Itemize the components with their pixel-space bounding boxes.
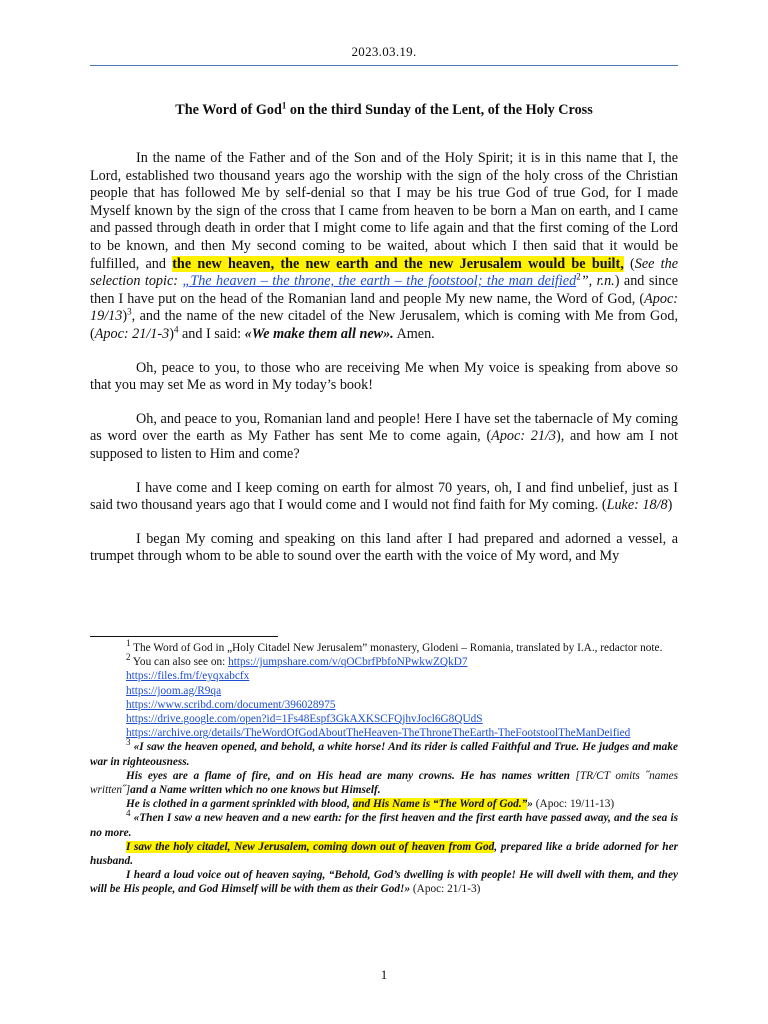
page-number: 1 [380, 967, 388, 982]
paragraph-2: Oh, peace to you, to those who are receiving Me when My voice is speaking from above so that you may set Me as word in My today’s book! [90, 359, 678, 394]
footnote-ref-1[interactable]: 1 [281, 100, 287, 111]
scripture-ref: Apoc: 19/13 [90, 290, 678, 325]
footnote-4-line-2: I saw the holy citadel, New Jerusalem, coming down out of heaven from God, prepared like a bride adorned for her husband. [90, 840, 678, 868]
paragraph-1: In the name of the Father and of the Son and of the Holy Spirit; it is in this name that I, the Lord, established two thousand years ago the worship with the sign of the holy cross of the Christian people that has followed Me by self-denial so that I may be his true God of true God, for I made Myself known by the sign of the cross that I came from heaven to be born a Man on earth, and I came and passed through death in order that I might come to life again and that the first coming of the Lord to be known, and then My second coming to be waited, about which I then said that it would be fulfilled, and the new heaven, the new earth and the new Jerusalem would be built, (See the selection topic: „The heaven – the throne, the earth – the footstool; the man deified$^2$”, r.n.) and since then I have put on the head of the Romanian land and people My new name, the Word of God, (Apoc: 19/13)$^3$, and the name of the new citadel of the New Jerusalem, which is coming with Me from God, (Apoc: 21/1-3)$^4$ and I said: «We make them all new». Amen. [90, 150, 678, 342]
footnote-4: $^4$ «Then I saw a new heaven and a new earth: for the first heaven and the first earth have passed away, and the sea is no more. [90, 808, 678, 839]
scripture-ref: Luke: 18/8 [606, 497, 668, 514]
footnote-link[interactable]: https://jumpshare.com/v/qOCbrfPbfoNPwkwZQkD7 [228, 656, 468, 669]
scripture-ref: Apoc: 21/1-3 [94, 325, 170, 342]
footnote-2-link-row [90, 726, 678, 740]
document-date: 2023.03.19. [351, 44, 417, 59]
highlighted-text: and His Name is “The Word of God.” [352, 798, 528, 811]
footnote-link[interactable]: https://drive.google.com/open?id=1Fs48Espf3GkAXKSCFQjhvJocl6G8QUdS [126, 713, 483, 726]
footnote-ref-2[interactable]: 2 [576, 271, 581, 282]
footnote-3-line-3: He is clothed in a garment sprinkled with blood, and His Name is “The Word of God.”» (Apoc: 19/11-13) [126, 798, 615, 811]
footnote-2-link-row [90, 698, 678, 712]
footnote-2-link-row [90, 712, 678, 726]
footnote-2-link-row [90, 684, 678, 698]
footnotes [90, 638, 678, 897]
highlighted-text: the new heaven, the new earth and the new Jerusalem would be built, [172, 255, 624, 272]
scripture-ref: Apoc: 21/3 [491, 428, 556, 445]
body-text [90, 150, 678, 582]
selection-topic-link[interactable]: „The heaven – the throne, the earth – the footstool; the man deified [182, 273, 577, 290]
footnote-link[interactable]: https://joom.ag/R9qa [126, 684, 222, 697]
bold-quote: «We make them all new». [244, 325, 394, 342]
footnote-link[interactable]: https://www.scribd.com/document/396028975 [126, 698, 336, 711]
footnote-2-link-row [90, 669, 678, 683]
footnote-separator [90, 636, 278, 637]
footnote-link[interactable]: https://files.fm/f/eyqxabcfx [126, 670, 250, 683]
footnote-1: $^1$ The Word of God in „Holy Citadel New Jerusalem” monastery, Glodeni – Romania, translated by I.A., redactor note. [126, 638, 663, 654]
footnote-4-line-3: I heard a loud voice out of heaven saying, “Behold, God’s dwelling is with people! He will dwell with them, and they will be His people, and God Himself will be with them as their God!» (Apoc: 21/1-3) [90, 869, 678, 896]
footnote-3-line-2: His eyes are a flame of fire, and on His head are many crowns. He has names written [TR/CT omits ˝names written˝]and a Name written which no one knows but Himself. [90, 769, 678, 797]
footnote-2: $^2$ You can also see on: https://jumpshare.com/v/qOCbrfPbfoNPwkwZQkD7 [126, 652, 468, 669]
page-title: The Word of God$^1$ on the third Sunday of the Lent, of the Holy Cross [175, 100, 593, 118]
header-rule [90, 65, 678, 66]
footnote-ref-4[interactable]: 4 [173, 324, 179, 335]
footnote-link[interactable]: https://archive.org/details/TheWordOfGodAboutTheHeaven-TheThroneTheEarth-TheFootstoolTheManDeified [126, 727, 631, 740]
footnote-3: $^3$ «I saw the heaven opened, and behold, a white horse! And its rider is called Faithful and True. He judges and make war in righteousness. [90, 737, 678, 768]
paragraph-5: I began My coming and speaking on this land after I had prepared and adorned a vessel, a trumpet through whom to be able to sound over the earth with the voice of My word, and My [90, 530, 678, 565]
footnote-ref-3[interactable]: 3 [127, 306, 132, 317]
paragraph-3: Oh, and peace to you, Romanian land and people! Here I have set the tabernacle of My coming as word over the earth as My Father has sent Me to come again, (Apoc: 21/3), and how am I not supposed to listen to Him and come? [90, 410, 678, 462]
highlighted-text: I saw the holy citadel, New Jerusalem, coming down out of heaven from God [126, 840, 495, 853]
paragraph-4: I have come and I keep coming on earth for almost 70 years, oh, I and find unbelief, just as I said two thousand years ago that I would come and I would not find faith for My coming. (Luke: 18/8) [90, 479, 678, 514]
